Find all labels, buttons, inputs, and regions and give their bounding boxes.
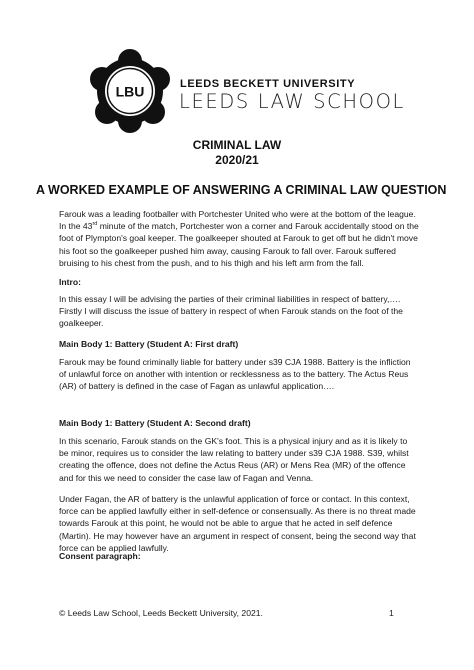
tudor-rose-emblem-icon [85, 49, 175, 133]
footer-copyright: © Leeds Law School, Leeds Beckett University, 2021. [59, 608, 263, 618]
intro-paragraph: In this essay I will be advising the parties of their criminal liabilities in respect of battery,…. Firstly I will discuss the issue of battery in respect of when Farouk stands on the foot of the goalkeeper. [59, 294, 403, 329]
main-body-1-first-draft-heading: Main Body 1: Battery (Student A: First draft) [59, 339, 239, 349]
page-number: 1 [389, 608, 394, 618]
document-year: 2020/21 [215, 153, 259, 167]
main-heading: A WORKED EXAMPLE OF ANSWERING A CRIMINAL LAW QUESTION [36, 183, 447, 197]
logo-emblem-text: LBU [115, 83, 145, 100]
second-draft-paragraph: In this scenario, Farouk stands on the GK's foot. This is a physical injury and as it is likely to be minor, requires us to consider the law relating to battery under s39 CJA 1988. S39, whilst creating the offence, does not define the Actus Reus (AR) or Mens Rea (MR) of the offence and for this we need to consider the case law of Fagan and Venna. [59, 436, 409, 483]
consent-heading: Consent paragraph: [59, 551, 141, 561]
scenario-text-end: minute of the match, Portchester won a corner and Farouk accidentally stood on the foot of Plympton's goal keeper. The goalkeeper shouted at Farouk to get off but he didn't move his foot so the goalkeeper pushed him away, causing Farouk to fall over. Farouk suffered bruising to his chest from the push, and to his thigh and his left arm from the fall. [59, 221, 419, 268]
fagan-paragraph: Under Fagan, the AR of battery is the unlawful application of force or contact. In this context, force can be applied lawfully either in self-defence or consensually. As there is no threat made towards Farouk at this point, he would not be able to argue that he acted in self defence (Martin). He may however have an argument in respect of consent, being the second way that force can be applied lawfully. [59, 494, 416, 553]
ordinal-superscript: rd [92, 221, 98, 228]
school-name: LEEDS LAW SCHOOL [179, 90, 405, 113]
first-draft-paragraph: Farouk may be found criminally liable for battery under s39 CJA 1988. Battery is the infliction of unlawful force on another with intention or recklessness as to the battery. The Actus Reus (AR) of battery is defined in the case of Fagan as unlawful application…. [59, 357, 411, 392]
scenario-text-start: Farouk was a leading footballer with Portchester United who were at the bottom of the league. In the 43 [59, 209, 416, 232]
school-logo [85, 49, 405, 133]
main-body-1-second-draft-heading: Main Body 1: Battery (Student A: Second draft) [59, 418, 251, 428]
scenario-paragraph [59, 208, 419, 269]
university-name: LEEDS BECKETT UNIVERSITY [180, 78, 356, 90]
document-title: CRIMINAL LAW [192, 138, 282, 152]
intro-heading: Intro: [59, 277, 81, 287]
